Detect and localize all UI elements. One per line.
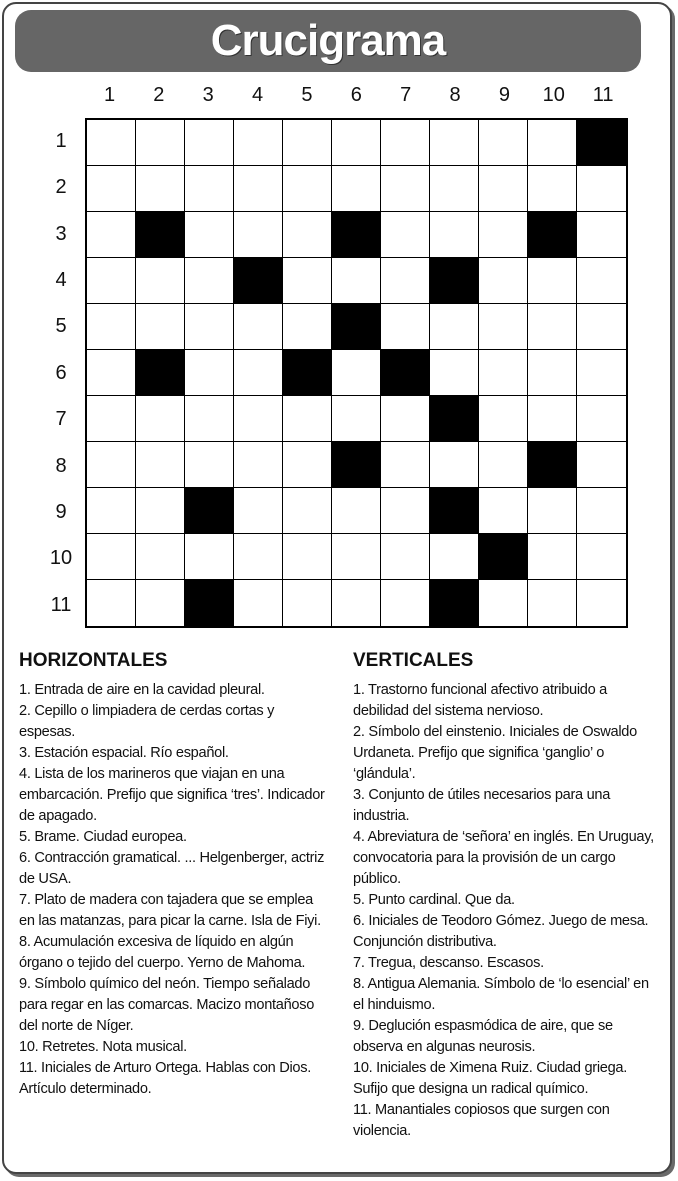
grid-cell[interactable] [381,258,430,304]
row-number: 6 [55,361,67,384]
black-cell [283,350,332,396]
grid-cell[interactable] [185,350,234,396]
black-cell [528,212,577,258]
black-cell [332,304,381,350]
grid-cell[interactable] [87,166,136,212]
grid-cell[interactable] [577,396,626,442]
grid-cell[interactable] [528,396,577,442]
verticales-clue: 10. Iniciales de Ximena Ruiz. Ciudad griega. Sufijo que designa un radical químico. [353,1060,627,1097]
horizontales-clue: 11. Iniciales de Arturo Ortega. Hablas con Dios. Artículo determinado. [19,1060,311,1097]
grid-cell[interactable] [577,258,626,304]
grid-cell[interactable] [87,120,136,166]
grid-cell[interactable] [185,442,234,488]
verticales-heading: VERTICALES [353,650,474,671]
black-cell [185,580,234,626]
black-cell [430,396,479,442]
horizontales-section [19,648,331,1100]
verticales-clue: 8. Antigua Alemania. Símbolo de ‘lo esencial’ en el hinduismo. [353,976,649,1013]
grid-cell[interactable] [577,580,626,626]
horizontales-heading: HORIZONTALES [19,650,168,671]
column-number: 10 [542,84,565,106]
grid-cell[interactable] [185,258,234,304]
row-number: 2 [55,176,67,199]
verticales-clue: 6. Iniciales de Teodoro Gómez. Juego de mesa. Conjunción distributiva. [353,913,649,950]
grid-cell[interactable] [332,120,381,166]
horizontales-clue: 10. Retretes. Nota musical. [19,1039,187,1055]
verticales-section [353,648,663,1142]
page-title: Crucigrama [210,16,446,65]
grid-cell[interactable] [136,304,185,350]
verticales-clue: 2. Símbolo del einstenio. Iniciales de Oswaldo Urdaneta. Prefijo que significa ‘ganglio’ o ‘glándula’. [353,724,637,782]
grid-cell[interactable] [577,350,626,396]
grid-cell[interactable] [87,304,136,350]
column-number: 8 [449,84,461,106]
grid-cell[interactable] [479,166,528,212]
title-bar [15,10,641,72]
grid-cell[interactable] [479,442,528,488]
grid-cell[interactable] [234,350,283,396]
grid-cell[interactable] [87,258,136,304]
grid-cell[interactable] [430,350,479,396]
grid-cell[interactable] [234,212,283,258]
grid-cell[interactable] [234,166,283,212]
grid-cell[interactable] [234,534,283,580]
grid-cell[interactable] [136,166,185,212]
grid-cell[interactable] [136,488,185,534]
grid-cell[interactable] [283,534,332,580]
row-number: 7 [55,408,67,431]
grid-cell[interactable] [136,396,185,442]
row-number: 10 [49,547,73,570]
grid-cell[interactable] [528,258,577,304]
grid-cell[interactable] [528,350,577,396]
grid-cell[interactable] [87,350,136,396]
grid-cell[interactable] [136,120,185,166]
horizontales-clue: 3. Estación espacial. Río español. [19,745,229,761]
grid-cell[interactable] [234,304,283,350]
verticales-clue: 7. Tregua, descanso. Escasos. [353,955,544,971]
grid-cell[interactable] [430,166,479,212]
grid-cell[interactable] [283,442,332,488]
horizontales-clue: 9. Símbolo químico del neón. Tiempo señalado para regar en las comarcas. Macizo montañoso del norte de Níger. [19,976,315,1034]
grid-cell[interactable] [136,580,185,626]
grid-cell[interactable] [528,120,577,166]
grid-cell[interactable] [479,488,528,534]
verticales-list [353,680,663,1142]
grid-cell[interactable] [577,534,626,580]
crossword-grid [85,118,628,628]
grid-cell[interactable] [283,304,332,350]
black-cell [381,350,430,396]
grid-cell[interactable] [87,488,136,534]
grid-cell[interactable] [430,534,479,580]
column-numbers [85,84,628,110]
grid-cell[interactable] [479,212,528,258]
row-number: 9 [55,500,67,523]
grid-cell[interactable] [381,120,430,166]
black-cell [234,258,283,304]
grid-cell[interactable] [332,258,381,304]
grid-cell[interactable] [283,258,332,304]
column-number: 6 [350,84,362,106]
grid-cell[interactable] [381,534,430,580]
black-cell [136,212,185,258]
grid-cell[interactable] [479,580,528,626]
grid-cell[interactable] [234,442,283,488]
grid-cell[interactable] [430,304,479,350]
grid-cell[interactable] [381,488,430,534]
column-number: 9 [498,84,510,106]
grid-cell[interactable] [479,258,528,304]
horizontales-clue: 1. Entrada de aire en la cavidad pleural. [19,682,265,698]
grid-cell[interactable] [528,580,577,626]
grid-cell[interactable] [87,580,136,626]
row-numbers [38,118,84,628]
verticales-clue: 5. Punto cardinal. Que da. [353,892,515,908]
grid-cell[interactable] [185,166,234,212]
black-cell [332,442,381,488]
grid-cell[interactable] [136,258,185,304]
verticales-clue: 3. Conjunto de útiles necesarios para una industria. [353,787,611,824]
verticales-clue: 1. Trastorno funcional afectivo atribuido a debilidad del sistema nervioso. [353,682,607,719]
grid-cell[interactable] [87,534,136,580]
row-number: 1 [55,130,67,152]
verticales-clue: 4. Abreviatura de ‘señora’ en inglés. En Uruguay, convocatoria para la provisión de un cargo público. [353,829,654,887]
grid-cell[interactable] [528,534,577,580]
grid-cell[interactable] [528,304,577,350]
black-cell [528,442,577,488]
grid-cell[interactable] [87,396,136,442]
column-number: 7 [400,84,412,106]
row-number: 8 [55,454,67,477]
grid-cell[interactable] [577,212,626,258]
grid-cell[interactable] [381,166,430,212]
verticales-clue: 9. Deglución espasmódica de aire, que se observa en algunas neurosis. [353,1018,613,1055]
grid-cell[interactable] [283,488,332,534]
horizontales-clue: 8. Acumulación excesiva de líquido en algún órgano o tejido del cuerpo. Yerno de Mahoma. [19,934,306,971]
black-cell [185,488,234,534]
grid-cell[interactable] [381,396,430,442]
grid-cell[interactable] [185,396,234,442]
grid-cell[interactable] [430,442,479,488]
horizontales-clue: 2. Cepillo o limpiadera de cerdas cortas y espesas. [19,703,275,740]
grid-cell[interactable] [528,166,577,212]
grid-cell[interactable] [283,396,332,442]
grid-cell[interactable] [577,166,626,212]
grid-cell[interactable] [577,488,626,534]
grid-cell[interactable] [234,488,283,534]
black-cell [332,212,381,258]
grid-cell[interactable] [234,396,283,442]
column-number: 11 [592,84,614,106]
black-cell [136,350,185,396]
grid-cell[interactable] [185,120,234,166]
grid-cell[interactable] [430,120,479,166]
grid-cell[interactable] [430,212,479,258]
grid-cell[interactable] [283,166,332,212]
horizontales-clue: 5. Brame. Ciudad europea. [19,829,187,845]
row-number: 5 [55,315,67,338]
grid-cell[interactable] [185,304,234,350]
grid-cell[interactable] [87,442,136,488]
black-cell [479,534,528,580]
black-cell [430,488,479,534]
grid-cell[interactable] [136,534,185,580]
grid-cell[interactable] [381,212,430,258]
column-number: 4 [252,84,264,106]
grid-cell[interactable] [136,442,185,488]
column-number: 3 [202,84,214,106]
row-number: 11 [50,593,72,616]
grid-cell[interactable] [234,580,283,626]
grid-cell[interactable] [332,534,381,580]
horizontales-list [19,680,331,1100]
grid-cell[interactable] [381,442,430,488]
horizontales-clue: 4. Lista de los marineros que viajan en una embarcación. Prefijo que significa ‘tres’. Indicador de apagado. [19,766,325,824]
grid-cell[interactable] [479,396,528,442]
grid-cell[interactable] [283,212,332,258]
row-number: 3 [55,222,67,245]
column-number: 5 [301,84,313,106]
grid-cell[interactable] [381,580,430,626]
grid-cell[interactable] [577,304,626,350]
grid-cell[interactable] [479,120,528,166]
grid-cell[interactable] [332,350,381,396]
row-number: 4 [55,269,67,292]
grid-cell[interactable] [479,304,528,350]
grid-cell[interactable] [283,120,332,166]
grid-cell[interactable] [185,212,234,258]
grid-cell[interactable] [87,212,136,258]
column-number: 2 [153,84,165,106]
black-cell [577,120,626,166]
black-cell [430,580,479,626]
grid-cell[interactable] [528,488,577,534]
grid-cell[interactable] [332,488,381,534]
horizontales-clue: 6. Contracción gramatical. ... Helgenberger, actriz de USA. [19,850,325,887]
grid-cell[interactable] [332,396,381,442]
grid-cell[interactable] [332,166,381,212]
grid-cell[interactable] [577,442,626,488]
grid-cell[interactable] [234,120,283,166]
column-number: 1 [103,84,116,106]
horizontales-clue: 7. Plato de madera con tajadera que se emplea en las matanzas, para picar la carne. Isla de Fiyi. [19,892,321,929]
grid-cell[interactable] [381,304,430,350]
grid-cell[interactable] [479,350,528,396]
black-cell [430,258,479,304]
grid-cell[interactable] [332,580,381,626]
grid-cell[interactable] [185,534,234,580]
verticales-clue: 11. Manantiales copiosos que surgen con violencia. [353,1102,610,1139]
grid-cell[interactable] [283,580,332,626]
